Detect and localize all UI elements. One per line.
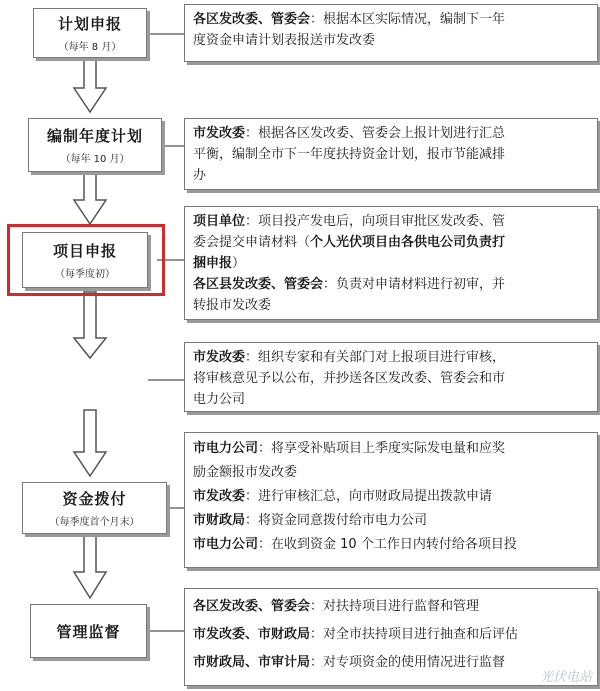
desc-label: 市发改委、市财政局 [193, 627, 311, 642]
stage-funding [22, 482, 167, 534]
desc-label: 市电力公司 [193, 537, 259, 552]
desc-text: ：进行审核汇总，向市财政局提出拨款申请 [245, 489, 493, 504]
arrow-down [74, 60, 106, 112]
desc-label: 各区发改委、管委会 [193, 599, 311, 614]
desc-text: ：根据本区实际情况，编制下一年 [310, 12, 506, 27]
desc-text: ：对扶持项目进行监督和管理 [310, 599, 480, 614]
desc-label: 市财政局 [193, 513, 246, 528]
desc-supervision [184, 588, 598, 686]
stage-title: 编制年度计划 [46, 127, 143, 145]
stage-supervision [30, 604, 147, 658]
watermark: 光伏电站 [539, 670, 592, 685]
desc-text: 电力公司 [193, 392, 246, 407]
stage-title: 资金拨付 [62, 490, 127, 508]
desc-text: ：组织专家和有关部门对上报项目进行审核， [245, 350, 506, 365]
stage-title: 项目申报 [52, 242, 117, 260]
stage-title: 管理监督 [56, 622, 121, 641]
desc-text: 转报市发改委 [193, 298, 272, 313]
arrow-down [74, 174, 106, 224]
desc-text: ：在收到资金 10 个工作日内转付给各项目投 [258, 537, 517, 552]
desc-label: 各区县发改委、管委会 [193, 277, 324, 292]
desc-review [184, 342, 598, 412]
desc-bold-text: 个人光伏项目由各供电公司负责打 [310, 235, 506, 250]
arrow-down [74, 410, 106, 476]
desc-text: 平衡，编制全市下一年度扶持资金计划，报市节能减排 [193, 147, 506, 162]
stage-subtitle: （每年 10 月） [60, 154, 130, 165]
desc-plan [184, 4, 598, 62]
desc-label: 项目单位 [193, 214, 246, 229]
stage-project-application [22, 232, 148, 288]
desc-text: ） [232, 256, 246, 271]
arrow-down [74, 536, 106, 598]
stage-title: 计划申报 [57, 15, 122, 33]
desc-text: ：负责对申请材料进行初审，并 [323, 277, 506, 292]
desc-project-application [184, 206, 598, 320]
arrow-down [74, 292, 106, 358]
desc-label: 市发改委 [193, 489, 246, 504]
desc-text: ：将享受补贴项目上季度实际发电量和应奖 [258, 441, 506, 456]
stage-annual-plan [28, 118, 162, 172]
stage-subtitle: （每季度首个月末） [49, 517, 140, 528]
desc-label: 市发改委 [193, 350, 246, 365]
desc-text: ：对专项资金的使用情况进行监督 [310, 655, 506, 670]
desc-label: 市发改委 [193, 126, 246, 141]
desc-annual-plan [184, 118, 598, 190]
desc-funding [184, 432, 598, 568]
desc-text: 办 [193, 168, 207, 183]
desc-label: 各区发改委、管委会 [193, 12, 311, 27]
desc-text: ：对全市扶持项目进行抽查和后评估 [310, 627, 519, 642]
desc-text: 励金额报市发改委 [193, 465, 298, 480]
desc-label: 市电力公司 [193, 441, 259, 456]
desc-text: ：将资金同意拨付给市电力公司 [245, 513, 428, 528]
desc-label: 市财政局、市审计局 [193, 655, 311, 670]
desc-text: 将审核意见予以公布，并抄送各区发改委、管委会和市 [193, 371, 506, 386]
stage-subtitle: （每年 8 月） [58, 42, 122, 53]
desc-text: 委会提交申请材料（ [193, 235, 311, 250]
desc-bold-text: 捆申报 [193, 256, 233, 271]
desc-text: ：根据各区发改委、管委会上报计划进行汇总 [245, 126, 506, 141]
stage-plan [33, 8, 147, 58]
desc-text: 度资金申请计划表报送市发改委 [193, 33, 376, 48]
desc-text: ：项目投产发电后，向项目审批区发改委、管 [245, 214, 506, 229]
stage-subtitle: （每季度初） [55, 269, 115, 280]
